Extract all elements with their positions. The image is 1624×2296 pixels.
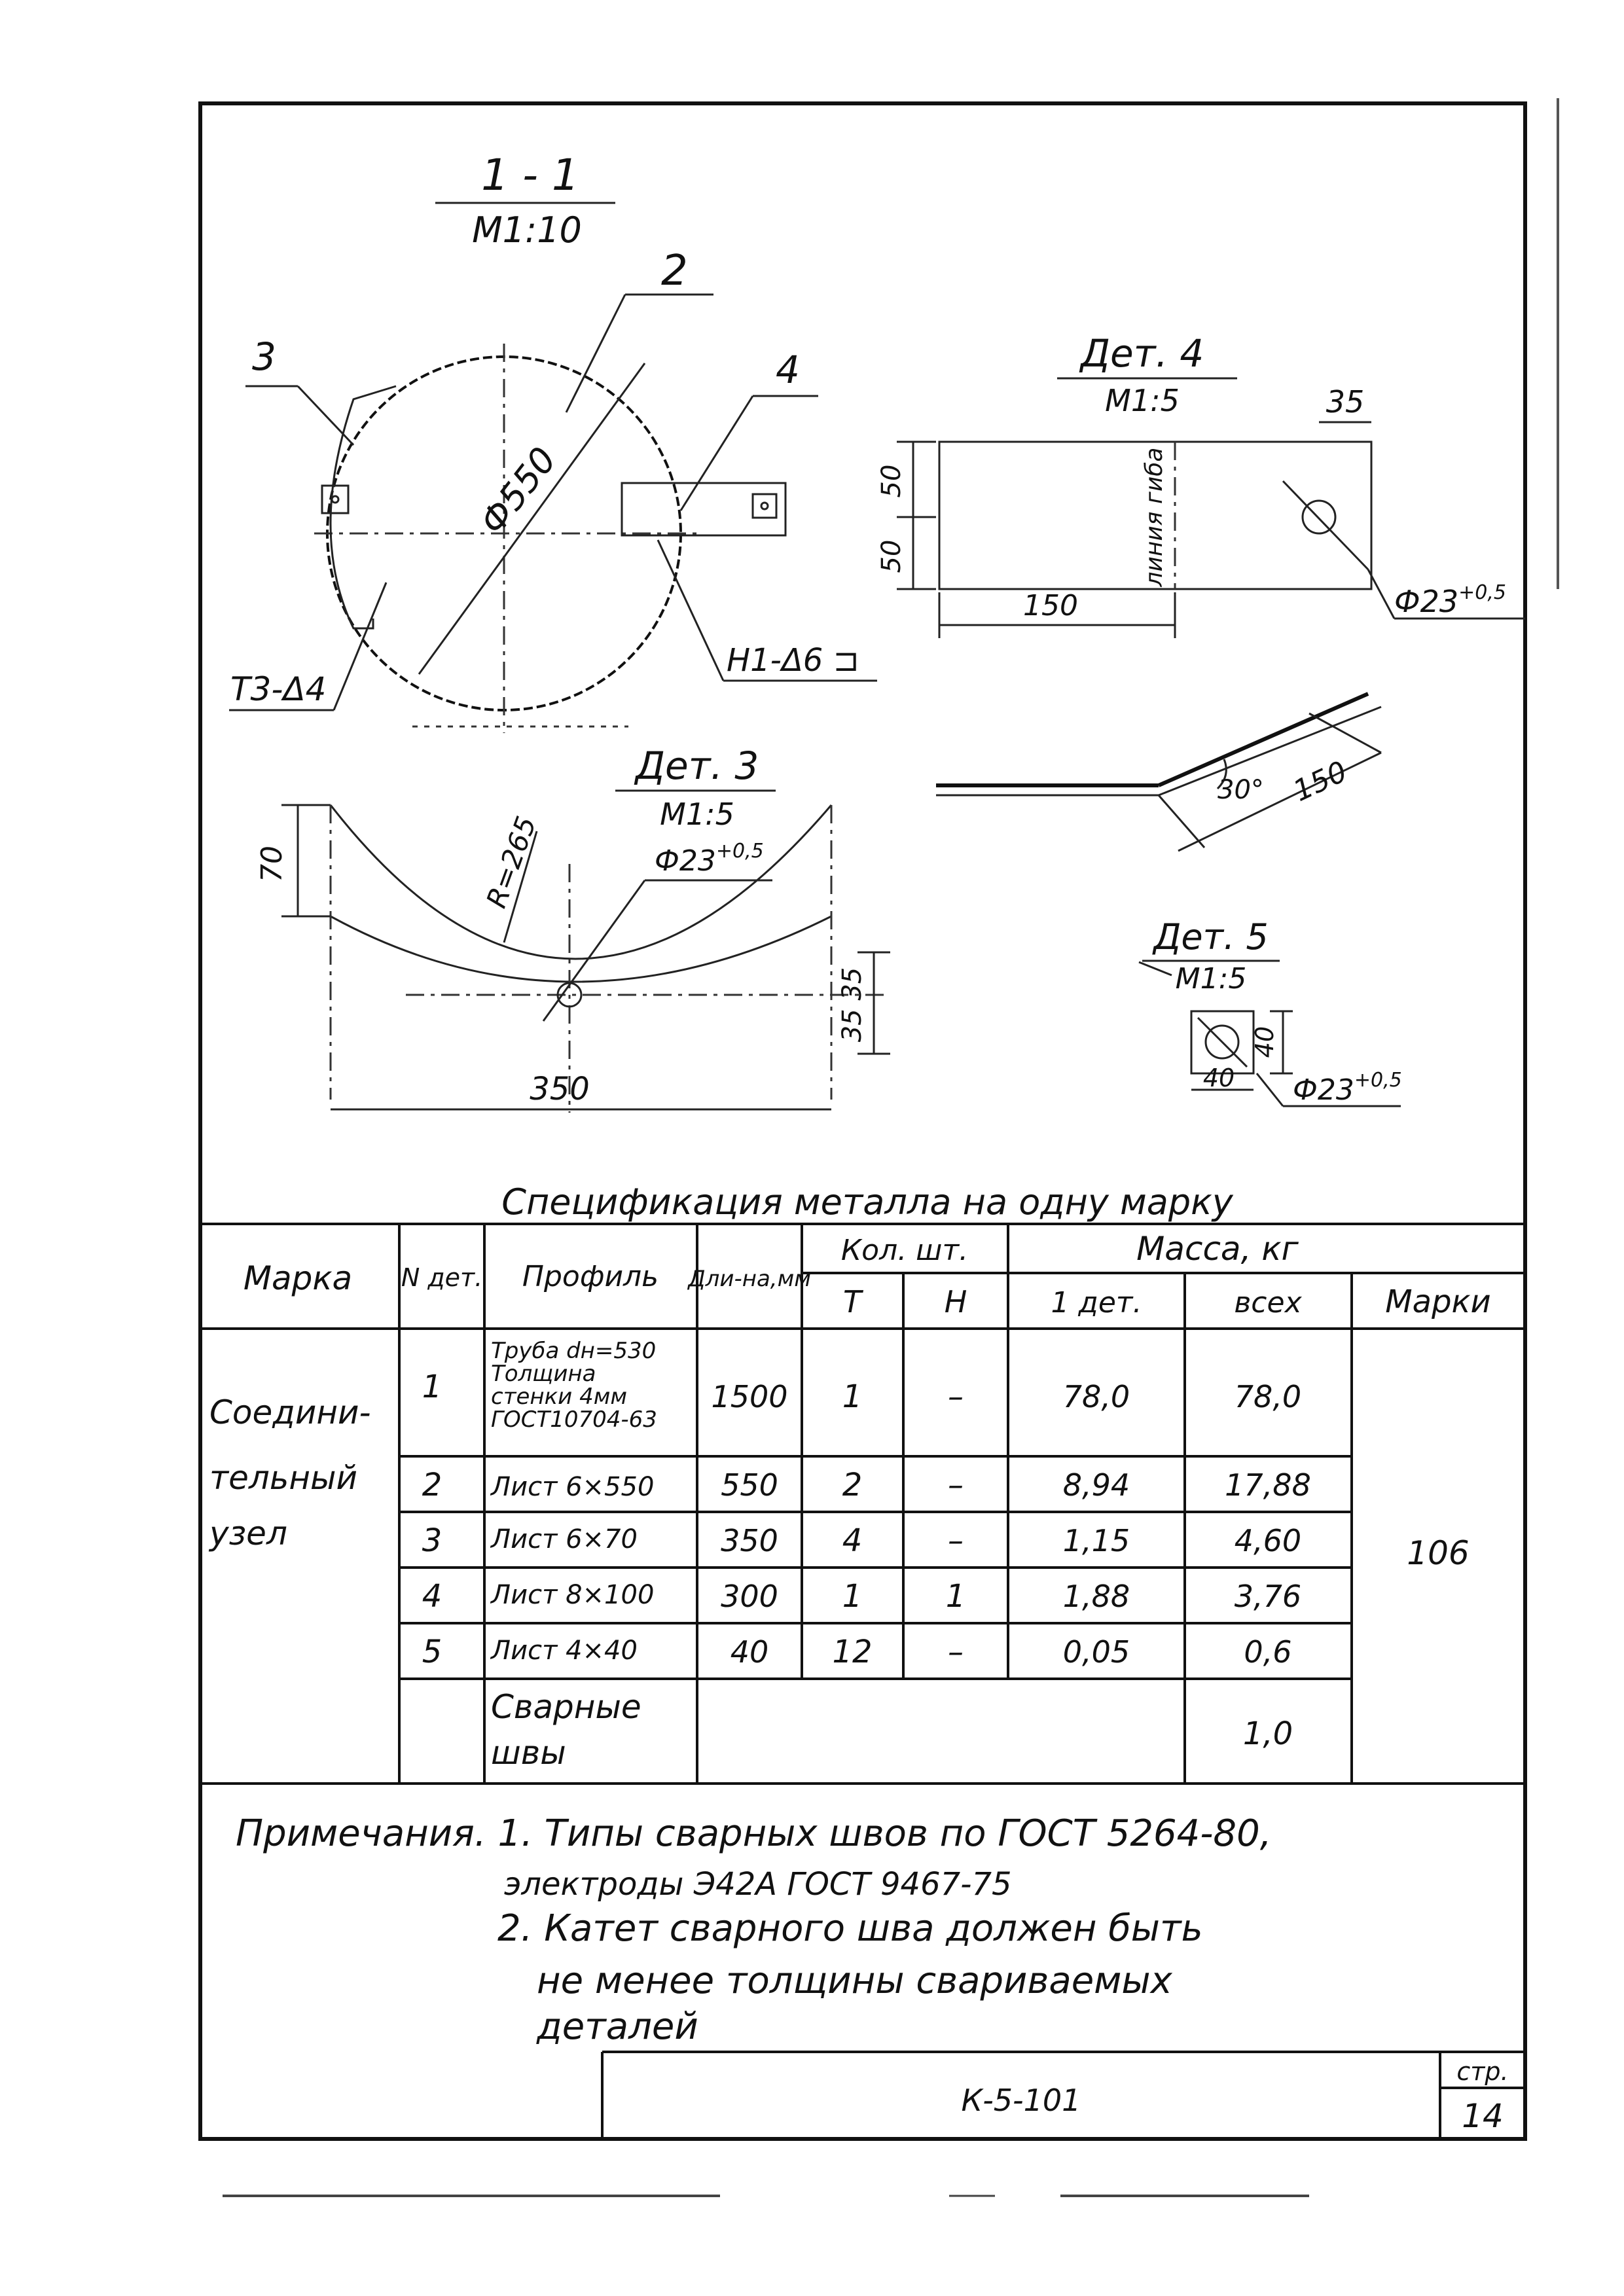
stamp-page-number: 14 — [1462, 2097, 1504, 2135]
det3-dim-70: 70 — [255, 846, 289, 882]
hdr-qty: Кол. шт. — [840, 1234, 969, 1267]
hdr-profile: Профиль — [522, 1260, 659, 1293]
det4-dim-50a: 50 — [876, 464, 907, 498]
row5-h: – — [948, 1634, 964, 1670]
row5-len: 40 — [730, 1634, 769, 1670]
note-line-3: 2. Катет сварного шва должен быть — [497, 1907, 1203, 1950]
row2-profile: Лист 6×550 — [491, 1472, 655, 1502]
det3-scale: М1:5 — [660, 797, 734, 832]
hdr-t: Т — [842, 1284, 862, 1319]
note-line-5: деталей — [537, 2005, 698, 2048]
row1-h: – — [948, 1378, 964, 1415]
note-line-1: Примечания. 1. Типы сварных швов по ГОСТ 5264-80, — [236, 1812, 1272, 1855]
row1-profile-2: Толщина — [491, 1361, 596, 1387]
row3-one: 1,15 — [1062, 1523, 1130, 1558]
row5-one: 0,05 — [1062, 1634, 1130, 1670]
note-line-4: не менее толщины свариваемых — [537, 1960, 1172, 2002]
row3-h: – — [948, 1522, 964, 1559]
table-row — [422, 1578, 1301, 1615]
row2-h: – — [948, 1467, 964, 1503]
welds-all: 1,0 — [1242, 1715, 1293, 1752]
row3-len: 350 — [721, 1523, 778, 1558]
hdr-marks: Марки — [1385, 1283, 1491, 1320]
spec-table — [200, 1181, 1525, 1784]
notes — [236, 1812, 1272, 2048]
det5-title: Дет. 5 — [1153, 916, 1269, 958]
det4-dim-50b: 50 — [876, 539, 907, 573]
det4-dim-35: 35 — [1326, 384, 1365, 420]
row1-n: 1 — [422, 1369, 442, 1405]
callout-2: 2 — [661, 247, 688, 295]
det4-dim-150: 150 — [1023, 589, 1078, 622]
row5-all: 0,6 — [1244, 1634, 1292, 1670]
stamp-code: К-5-101 — [961, 2083, 1081, 2118]
row1-len: 1500 — [711, 1379, 788, 1414]
section-title: 1 - 1 — [481, 150, 579, 200]
section-1-1 — [229, 150, 877, 733]
row4-len: 300 — [721, 1579, 778, 1614]
row3-profile: Лист 6×70 — [491, 1524, 638, 1554]
row4-all: 3,76 — [1234, 1579, 1302, 1614]
det4-hole: $Ф23^{+0,5}$ — [1394, 581, 1506, 619]
welds-profile-2: швы — [491, 1734, 566, 1772]
row1-profile-4: ГОСТ10704-63 — [491, 1407, 657, 1433]
callout-3: 3 — [252, 334, 276, 379]
det4-bend-line: линия гиба — [1141, 447, 1168, 587]
row2-n: 2 — [422, 1467, 442, 1503]
row5-n: 5 — [422, 1634, 442, 1670]
row3-n: 3 — [422, 1522, 442, 1559]
hdr-length: Дли-на,мм — [688, 1266, 811, 1292]
section-scale: М1:10 — [472, 209, 582, 251]
row4-profile: Лист 8×100 — [491, 1580, 655, 1610]
det3-radius: R=265 — [480, 812, 543, 912]
det4-title: Дет. 4 — [1080, 331, 1204, 376]
table-row — [422, 1338, 1301, 1433]
row5-profile: Лист 4×40 — [491, 1636, 638, 1666]
welds-profile-1: Сварные — [491, 1688, 641, 1726]
det5-scale: М1:5 — [1175, 962, 1247, 996]
row3-t: 4 — [842, 1522, 863, 1559]
row4-t: 1 — [842, 1578, 863, 1615]
marka-line-1: Соедини- — [209, 1393, 371, 1431]
stamp-page-label: стр. — [1456, 2057, 1509, 2086]
det3-dim-35: 35 35 — [837, 967, 867, 1043]
hdr-n: Н — [944, 1284, 967, 1319]
row1-t: 1 — [842, 1378, 863, 1415]
hdr-mass: Масса, кг — [1136, 1230, 1299, 1268]
hdr-marka: Марка — [243, 1259, 353, 1297]
row2-all: 17,88 — [1225, 1467, 1311, 1503]
row3-all: 4,60 — [1234, 1523, 1302, 1558]
spec-title: Спецификация металла на одну марку — [501, 1181, 1233, 1223]
detail-3 — [255, 744, 890, 1113]
det4-scale: М1:5 — [1105, 383, 1180, 418]
weld-t3-label: Т3-Δ4 — [230, 670, 327, 708]
row1-one: 78,0 — [1062, 1379, 1130, 1414]
table-row — [491, 1688, 1293, 1772]
row1-profile-1: Труба dн=530 — [491, 1338, 657, 1364]
hdr-ndet: N дет. — [401, 1263, 483, 1292]
hdr-all: всех — [1234, 1286, 1302, 1319]
det5-hole: $Ф23^{+0,5}$ — [1293, 1069, 1402, 1107]
row4-one: 1,88 — [1062, 1579, 1130, 1614]
det4-len-150: 150 — [1288, 755, 1352, 808]
row2-t: 2 — [842, 1467, 863, 1503]
marks-value: 106 — [1407, 1534, 1470, 1572]
marka-line-2: тельный — [209, 1459, 357, 1497]
detail-4 — [876, 331, 1525, 851]
row1-all: 78,0 — [1234, 1379, 1302, 1414]
detail-5 — [1139, 916, 1402, 1107]
diameter-label: Ф550 — [471, 439, 565, 543]
det5-dim-40b: 40 — [1202, 1064, 1235, 1092]
row1-profile-3: стенки 4мм — [491, 1384, 628, 1410]
row4-n: 4 — [422, 1578, 442, 1615]
table-row — [422, 1634, 1292, 1670]
row2-len: 550 — [721, 1467, 778, 1503]
callout-4: 4 — [776, 348, 800, 392]
row5-t: 12 — [832, 1634, 873, 1670]
title-stamp — [602, 2052, 1525, 2139]
row2-one: 8,94 — [1062, 1467, 1130, 1503]
det3-title: Дет. 3 — [635, 744, 759, 788]
note-line-2: электроды Э42А ГОСТ 9467-75 — [504, 1866, 1012, 1903]
weld-h1-label: Н1-Δ6 ⊐ — [727, 642, 859, 679]
det3-dim-350: 350 — [530, 1071, 590, 1107]
marka-line-3: узел — [209, 1515, 287, 1552]
row4-h: 1 — [945, 1578, 966, 1615]
det4-angle: 30° — [1218, 775, 1264, 805]
table-row — [422, 1522, 1301, 1559]
table-row — [422, 1467, 1311, 1503]
det3-hole: $Ф23^{+0,5}$ — [655, 840, 764, 878]
hdr-one: 1 дет. — [1051, 1286, 1142, 1319]
det5-dim-40a: 40 — [1250, 1026, 1279, 1058]
